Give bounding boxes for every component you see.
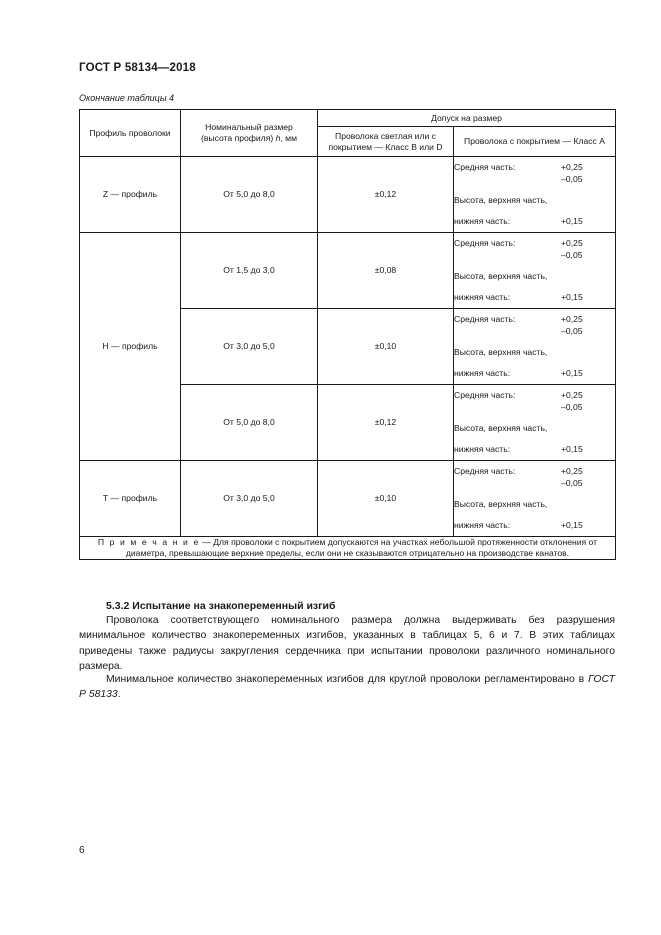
coated-tolerance-cell: Средняя часть: +0,25 –0,05 Высота, верхняя часть, нижняя часть: +0,15: [454, 309, 616, 385]
header-nominal-size: Номинальный размер (высота профиля) h, мм: [181, 110, 318, 157]
size-cell: От 3,0 до 5,0: [181, 461, 318, 537]
size-cell: От 3,0 до 5,0: [181, 309, 318, 385]
table-row: [80, 233, 616, 309]
standard-reference: ГОСТ Р 58133: [79, 674, 615, 701]
table-row: [80, 461, 616, 537]
coated-tolerance-cell: Средняя часть: +0,25 –0,05 Высота, верхняя часть, нижняя часть: +0,15: [454, 461, 616, 537]
size-cell: От 5,0 до 8,0: [181, 157, 318, 233]
table-caption: Окончание таблицы 4: [79, 93, 174, 103]
page-number: 6: [79, 845, 85, 856]
header-profile: Профиль проволоки: [80, 110, 181, 157]
table-row: [80, 157, 616, 233]
note-label: П р и м е ч а н и е: [97, 537, 200, 547]
header-bright-wire: Проволока светлая или с покрытием — Класс B или D: [318, 127, 454, 157]
header-coated-wire: Проволока с покрытием — Класс А: [454, 127, 616, 157]
bright-tolerance-cell: ±0,10: [318, 309, 454, 385]
profile-cell: Z — профиль: [80, 157, 181, 233]
bright-tolerance-cell: ±0,10: [318, 461, 454, 537]
tolerance-table: [79, 109, 616, 560]
size-cell: От 1,5 до 3,0: [181, 233, 318, 309]
section-paragraph: Минимальное количество знакопеременных изгибов для круглой проволоки регламентировано в ГОСТ Р 58133.: [79, 674, 615, 701]
header-tolerance: Допуск на размер: [318, 110, 616, 127]
coated-tolerance-cell: Средняя часть: +0,25 –0,05 Высота, верхняя часть, нижняя часть: +0,15: [454, 233, 616, 309]
size-cell: От 5,0 до 8,0: [181, 385, 318, 461]
coated-tolerance-cell: Средняя часть: +0,25 –0,05 Высота, верхняя часть, нижняя часть: +0,15: [454, 157, 616, 233]
table-note: [80, 537, 616, 560]
bright-tolerance-cell: ±0,12: [318, 385, 454, 461]
bright-tolerance-cell: ±0,12: [318, 157, 454, 233]
note-text: — Для проволоки с покрытием допускаются на участках небольшой протяженности отклонения от диаметра, превышающие верхние пределы, если они не сказываются отрицательно на производстве канатов.: [125, 537, 598, 558]
coated-tolerance-cell: Средняя часть: +0,25 –0,05 Высота, верхняя часть, нижняя часть: +0,15: [454, 385, 616, 461]
bright-tolerance-cell: ±0,08: [318, 233, 454, 309]
section-paragraph: Проволока соответствующего номинального размера должна выдерживать без разрушения минимальное количество знакопеременных изгибов, указанных в таблицах 5, 6 и 7. В этих таблицах приведены также радиусы закругления сердечника при испытании проволоки различного номинального размера.: [79, 615, 615, 673]
table-note-row: [80, 537, 616, 560]
section-title: 5.3.2 Испытание на знакопеременный изгиб: [106, 600, 336, 612]
profile-cell: Н — профиль: [80, 233, 181, 461]
document-header: ГОСТ Р 58134—2018: [79, 62, 196, 74]
profile-cell: Т — профиль: [80, 461, 181, 537]
